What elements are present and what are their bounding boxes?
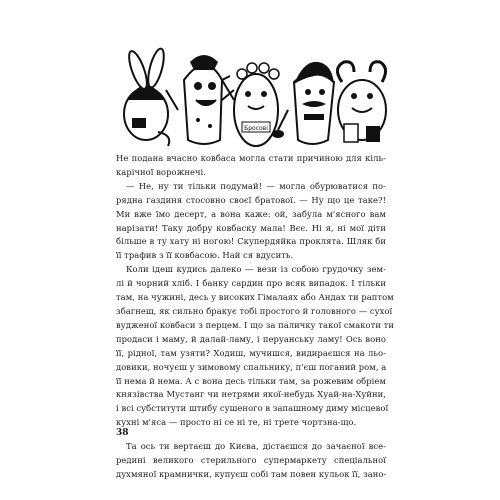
- text-line: карічної ворожнечі.: [116, 166, 206, 177]
- main-text: [116, 152, 394, 482]
- text-line: вудженої ковбаси з перцем. І що за паличку такої смакоти ти: [116, 319, 394, 330]
- text-line: збагнеш, як сильно бракує тобі простого й головного — сухої: [116, 305, 393, 316]
- text-line: довики, ночуєш у зимовому спальнику, п'єш поганий ром, а: [116, 361, 387, 372]
- text-line: там, на чужині, десь у високих Гімалаях або Андах ти раптом: [116, 292, 394, 303]
- figure-label: Бросові: [244, 125, 268, 132]
- text-line: Не подана вчасно ковбаса могла стати причиною для кіль-: [116, 153, 386, 163]
- donkey-figure: [124, 47, 169, 146]
- text-line: лі й чорний хліб. І банку сардин про всяк випадок. І тільки: [116, 278, 386, 289]
- flower-crown-figure: [222, 63, 279, 146]
- text-line: — Не, ну ти тільки подумай! — могла обурюватися по-: [126, 180, 386, 191]
- text-line: редині великого стерильного супермаркету спеціальної: [116, 455, 386, 466]
- text-line: її нема й нема. А с вона десь тільки там, за рожевим обріем: [116, 375, 386, 386]
- text-line: продаси і маму, й далай-ламу, і перуанську ламу! Ось воно: [116, 333, 386, 344]
- text-line: кухні м'яса — просто ні се ні те, ні трете чортзна-що.: [116, 417, 357, 428]
- page-number: 38: [116, 428, 129, 438]
- text-line: князівства Мустанг чи нетрями якої-небудь Хуай-на-Хуйни,: [116, 389, 386, 400]
- illustration-characters: [118, 40, 390, 150]
- text-line: духмяної крамнички, купуєш собі там повен кульок її, зано-: [116, 468, 387, 479]
- text-line: більше в ту хату ні ногою! Скупердяйка проклята. Шляк би: [116, 236, 386, 247]
- text-line: Коли ідеш кудись далеко — вези із собою грудочку зем-: [126, 264, 386, 275]
- ram-figure: [337, 62, 386, 142]
- text-line: Та ось ти вертаєш до Києва, дістаєшся до зачаєної все-: [126, 441, 386, 452]
- text-line: рядна газдиня стосовно своєї братової. — Ну що це таке?!: [116, 194, 386, 205]
- paragraph-gap: [116, 430, 386, 440]
- sausage-cook-figure: [166, 55, 234, 144]
- mustached-figure: [272, 62, 334, 144]
- text-line: Ми вже їмо десерт, а вона каже: ой, забула м'ясного вам: [116, 208, 386, 219]
- text-line: її трафив з її ковбасою. Най ся вдусить.: [116, 250, 294, 261]
- text-line: її, рідної, там узяти? Ходиш, мучишся, видираєшся на льо-: [116, 347, 386, 358]
- text-line: нарізати! Таку добру ковбаску мала! Вєє. Ні я, ні мої діти: [116, 222, 386, 233]
- text-line: і всі субститути штибу сушеного в запашному диму місцевої: [116, 403, 389, 414]
